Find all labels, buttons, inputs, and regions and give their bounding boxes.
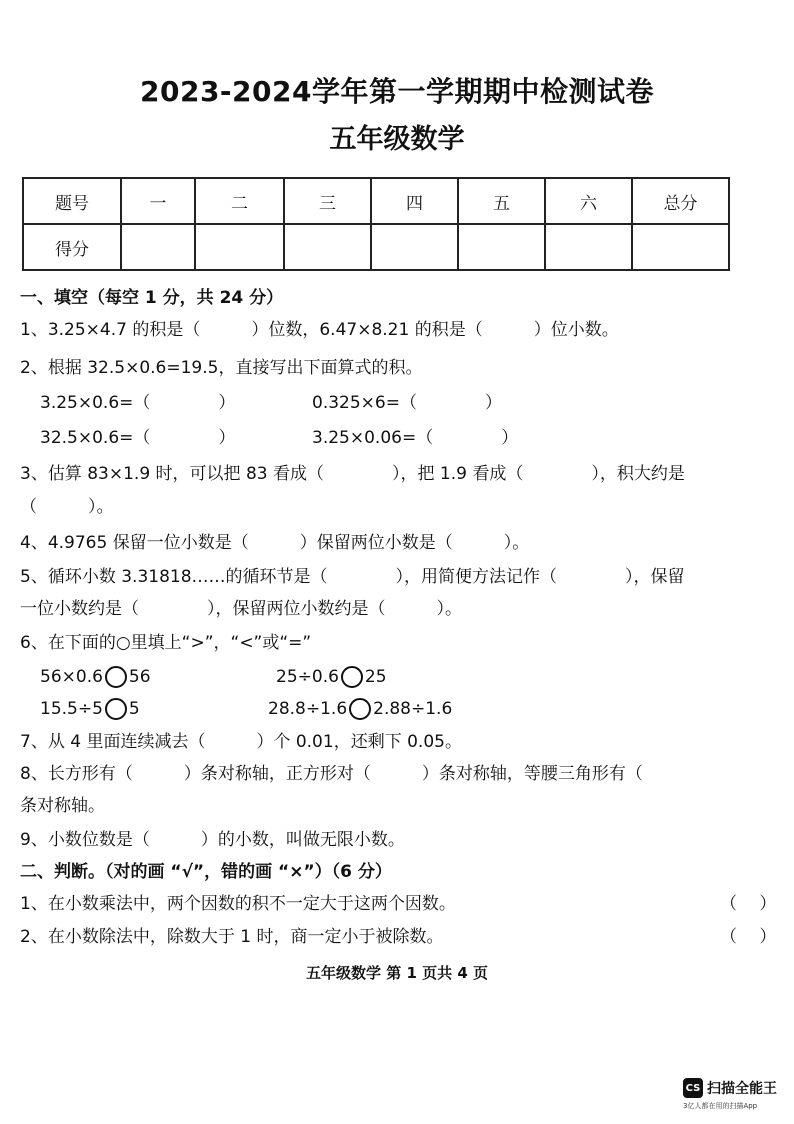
q6a-left: 56×0.6	[40, 667, 103, 687]
score-table-col-1: 一	[121, 178, 195, 224]
score-table-col-total: 总分	[632, 178, 729, 224]
score-cell[interactable]	[545, 224, 632, 270]
question-4: 4、4.9765 保留一位小数是（ ）保留两位小数是（ ）。	[20, 533, 530, 553]
page-footer: 五年级数学 第 1 页共 4 页	[306, 964, 488, 982]
score-table-header-label: 题号	[23, 178, 121, 224]
question-5-line1: 5、循环小数 3.31818……的循环节是（ ），用简便方法记作（ ），保留	[20, 567, 685, 587]
exam-title: 2023-2024学年第一学期期中检测试卷	[140, 75, 654, 108]
score-table-col-6: 六	[545, 178, 632, 224]
question-6d	[268, 698, 452, 720]
watermark-name: 扫描全能王	[707, 1081, 777, 1097]
question-2a: 3.25×0.6=（ ）	[40, 393, 236, 413]
score-table-col-5: 五	[458, 178, 545, 224]
score-table-col-3: 三	[284, 178, 371, 224]
camscanner-logo-icon: CS	[683, 1078, 703, 1098]
score-table-col-4: 四	[371, 178, 458, 224]
scanner-watermark	[683, 1078, 777, 1098]
q6c-right: 5	[128, 699, 140, 719]
score-table	[22, 177, 730, 271]
question-6: 6、在下面的○里填上“>”，“<”或“=”	[20, 633, 312, 653]
question-3-line2: （ ）。	[20, 497, 114, 517]
q6a-right: 56	[128, 667, 151, 687]
question-2: 2、根据 32.5×0.6=19.5，直接写出下面算式的积。	[20, 358, 423, 378]
score-cell[interactable]	[632, 224, 729, 270]
section2-heading: 二、判断。（对的画 “√”，错的画 “×”）（6 分）	[20, 862, 392, 882]
score-table-header-row	[23, 178, 729, 224]
score-cell[interactable]	[458, 224, 545, 270]
question-1: 1、3.25×4.7 的积是（ ）位数，6.47×8.21 的积是（ ）位小数。	[20, 320, 619, 340]
watermark-tagline: 3亿人都在用的扫描App	[683, 1102, 758, 1110]
q6b-left: 25÷0.6	[276, 667, 339, 687]
score-table-score-row	[23, 224, 729, 270]
score-table-col-2: 二	[195, 178, 284, 224]
q6d-right: 2.88÷1.6	[373, 699, 453, 719]
question-6a	[40, 666, 151, 688]
question-2c: 32.5×0.6=（ ）	[40, 428, 236, 448]
question-5-line2: 一位小数约是（ ），保留两位小数约是（ ）。	[20, 599, 462, 619]
question-2b: 0.325×6=（ ）	[312, 393, 502, 413]
exam-subtitle: 五年级数学	[329, 124, 465, 155]
question-3-line1: 3、估算 83×1.9 时，可以把 83 看成（ ），把 1.9 看成（ ），积大约是	[20, 464, 685, 484]
compare-circle[interactable]	[341, 666, 363, 688]
compare-circle[interactable]	[105, 666, 127, 688]
score-table-row-label: 得分	[23, 224, 121, 270]
score-cell[interactable]	[284, 224, 371, 270]
compare-circle[interactable]	[349, 698, 371, 720]
judge-question-2: 2、在小数除法中，除数大于 1 时，商一定小于被除数。	[20, 927, 444, 947]
score-cell[interactable]	[371, 224, 458, 270]
compare-circle[interactable]	[105, 698, 127, 720]
question-8-line1: 8、长方形有（ ）条对称轴，正方形对（ ）条对称轴，等腰三角形有（	[20, 764, 643, 784]
score-cell[interactable]	[195, 224, 284, 270]
question-9: 9、小数位数是（ ）的小数，叫做无限小数。	[20, 830, 405, 850]
question-2d: 3.25×0.06=（ ）	[312, 428, 519, 448]
q6c-left: 15.5÷5	[40, 699, 103, 719]
section1-heading: 一、填空（每空 1 分，共 24 分）	[20, 288, 284, 308]
score-cell[interactable]	[121, 224, 195, 270]
q6d-left: 28.8÷1.6	[268, 699, 348, 719]
judge-question-1: 1、在小数乘法中，两个因数的积不一定大于这两个因数。	[20, 894, 456, 914]
question-7: 7、从 4 里面连续减去（ ）个 0.01，还剩下 0.05。	[20, 732, 462, 752]
question-6c	[40, 698, 140, 720]
judge-answer-blank[interactable]: （ ）	[720, 894, 777, 914]
q6b-right: 25	[364, 667, 387, 687]
question-8-line2: 条对称轴。	[20, 796, 105, 816]
question-6b	[276, 666, 387, 688]
judge-answer-blank[interactable]: （ ）	[720, 927, 777, 947]
